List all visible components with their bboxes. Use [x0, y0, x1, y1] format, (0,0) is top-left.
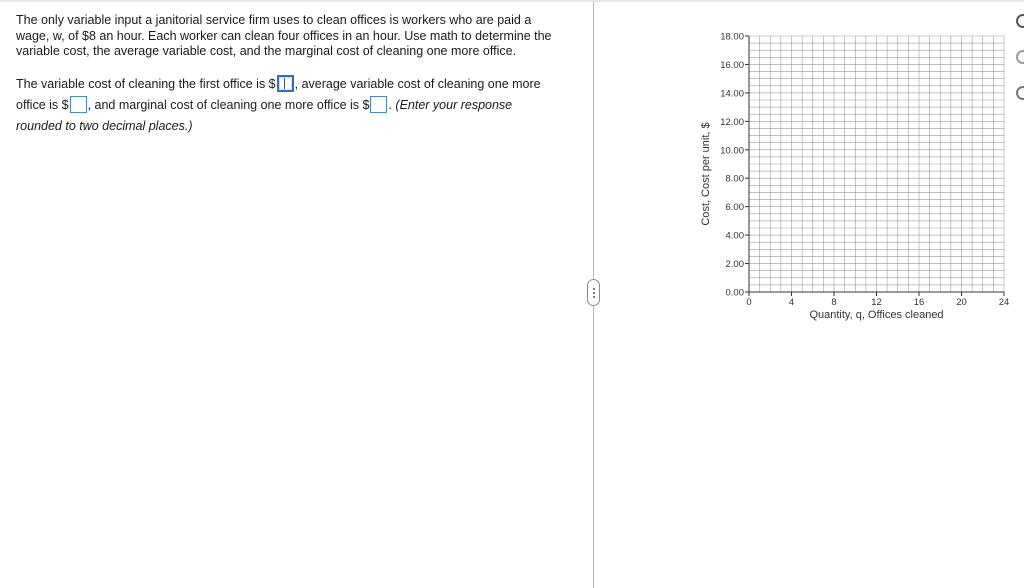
x-tick-label: 0: [746, 297, 752, 308]
prompt-part-2: , average variable cost of cleaning one more office is $: [16, 77, 541, 112]
prompt-part-3: , and marginal cost of cleaning one more office is $: [87, 98, 370, 112]
cost-graph[interactable]: [594, 2, 1024, 588]
x-tick-label: 12: [871, 297, 882, 308]
prompt-part-4: .: [388, 98, 396, 112]
y-tick-label: 18.00: [720, 31, 744, 43]
x-tick-label: 8: [831, 297, 837, 308]
y-tick-label: 16.00: [720, 59, 744, 71]
y-axis-title: Cost, Cost per unit, $: [700, 122, 712, 226]
x-tick-label: 16: [913, 297, 925, 308]
average-variable-cost-input[interactable]: [70, 96, 87, 113]
graph-tool-icon[interactable]: [1016, 50, 1024, 64]
y-tick-label: 8.00: [725, 173, 744, 185]
graph-tool-icon[interactable]: [1016, 86, 1024, 100]
x-tick-label: 4: [788, 297, 795, 308]
prompt-part-1: The variable cost of cleaning the first office is $: [16, 77, 276, 91]
y-tick-label: 2.00: [725, 259, 744, 271]
x-axis-title: Quantity, q, Offices cleaned: [809, 309, 944, 321]
y-tick-label: 6.00: [725, 202, 744, 214]
question-pane: [0, 2, 593, 588]
question-text: The only variable input a janitorial service firm uses to clean offices is workers who are paid a wage, w, of $8 an hour. Each worker can clean four offices in an hour. Use math to determine the variable cost, the average variable cost, and the marginal cost of cleaning one more office.: [16, 13, 552, 58]
x-tick-label: 20: [956, 297, 967, 308]
x-tick-label: 24: [998, 297, 1010, 308]
y-tick-label: 0.00: [725, 287, 744, 299]
variable-cost-input[interactable]: [277, 75, 294, 92]
y-tick-label: 4.00: [725, 230, 744, 242]
y-tick-label: 10.00: [720, 145, 744, 157]
graph-pane: [594, 2, 1024, 588]
graph-tool-icon[interactable]: [1016, 14, 1024, 28]
answer-prompt: [16, 74, 561, 137]
instruction-text: (Enter your response rounded to two decimal places.): [16, 98, 513, 133]
marginal-cost-input[interactable]: [370, 96, 387, 113]
y-tick-label: 14.00: [720, 88, 744, 100]
y-tick-label: 12.00: [720, 116, 744, 128]
